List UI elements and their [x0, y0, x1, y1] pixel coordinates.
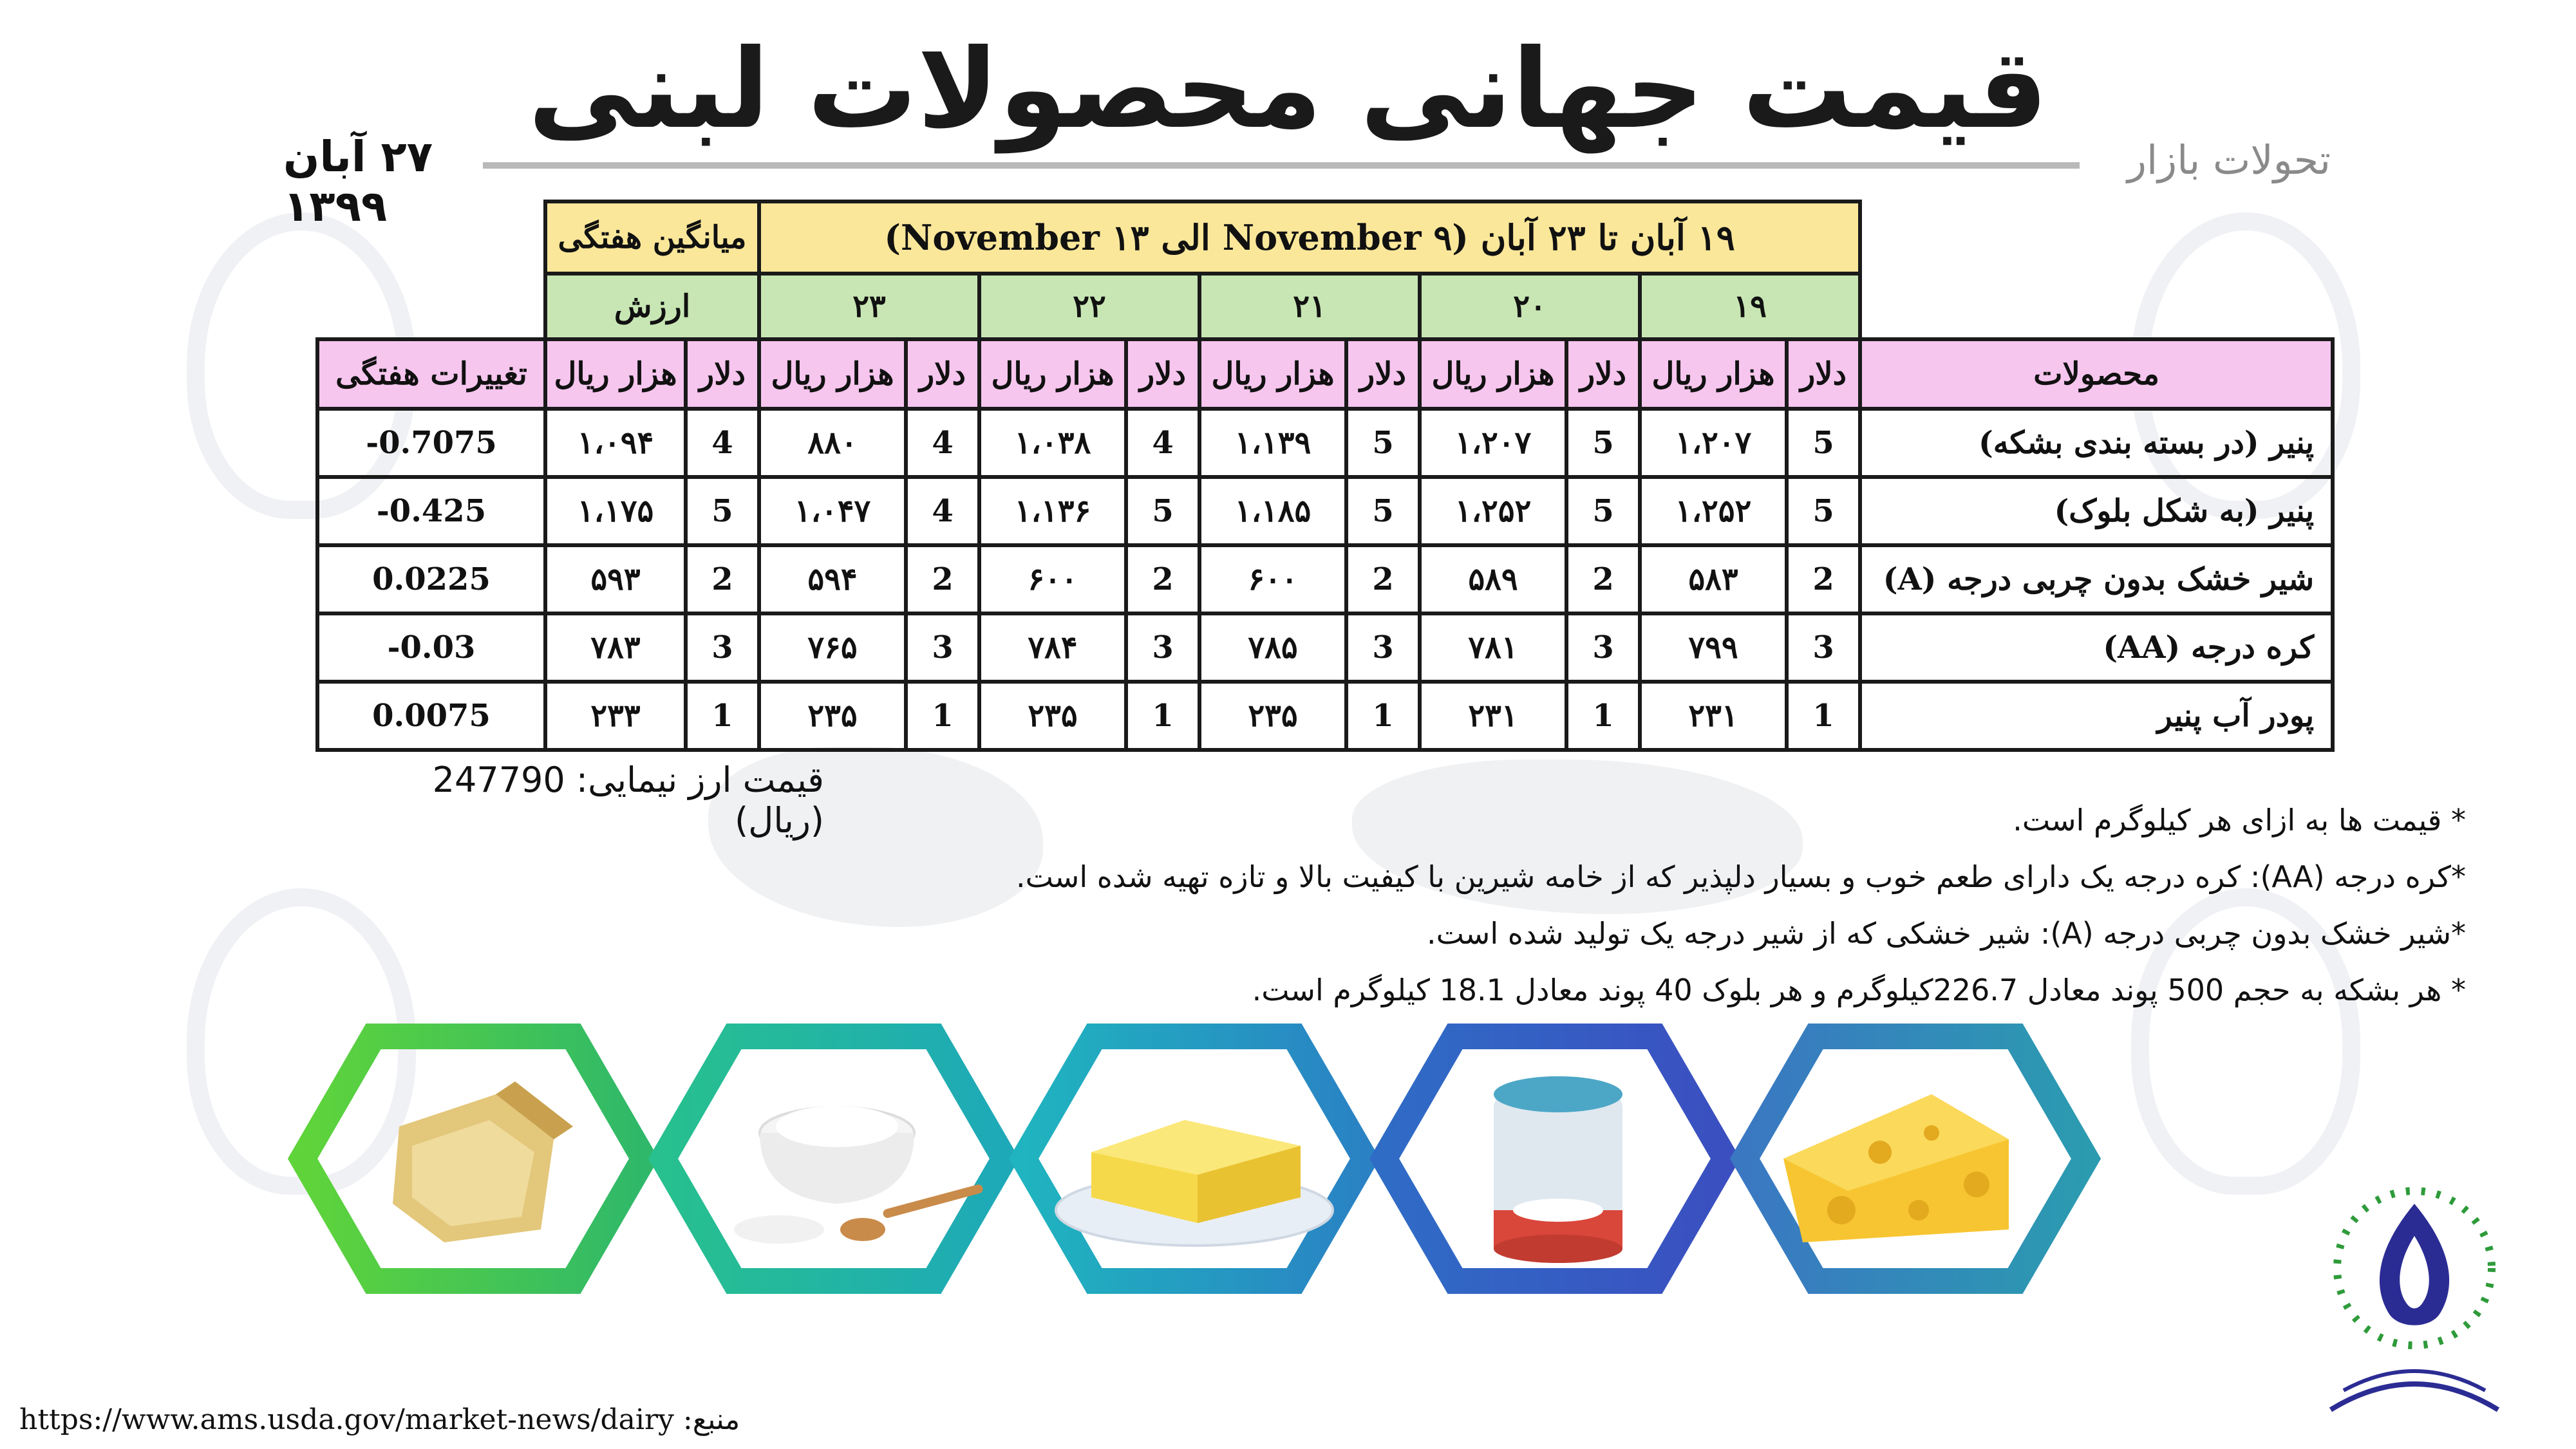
milk-powder-image — [734, 1106, 984, 1244]
dollar-cell: 3 — [1566, 613, 1640, 682]
rial-cell: ۷۸۳ — [545, 613, 686, 682]
rial-cell: ۵۹۴ — [759, 545, 906, 613]
dollar-cell: 1 — [1566, 682, 1640, 750]
dollar-header: دلار — [686, 339, 759, 409]
cheese-image — [1783, 1094, 2009, 1242]
rial-cell: ۸۸۰ — [759, 409, 906, 477]
footnote: *شیر خشک بدون چربی درجه (A): شیر خشکی که از شیر درجه یک تولید شده است. — [1427, 916, 2466, 951]
dollar-cell: 3 — [906, 613, 979, 682]
rial-header: هزار ریال — [1420, 339, 1566, 409]
page-title: قیمت جهانی محصولات لبنی — [528, 26, 2048, 153]
products-header: محصولات — [1860, 339, 2333, 409]
rial-header: هزار ریال — [759, 339, 906, 409]
dollar-cell: 1 — [1346, 682, 1420, 750]
dollar-cell: 5 — [1787, 477, 1860, 545]
dollar-cell: 2 — [686, 545, 759, 613]
rial-cell: ۷۶۵ — [759, 613, 906, 682]
dollar-cell: 2 — [906, 545, 979, 613]
subtitle: تحولات بازار — [2127, 136, 2331, 183]
dollar-cell: 4 — [686, 409, 759, 477]
rial-cell: ۵۹۳ — [545, 545, 686, 613]
product-name-cell: کره درجه (AA) — [1860, 613, 2333, 682]
table-row — [317, 545, 2333, 613]
dollar-header: دلار — [1346, 339, 1420, 409]
rial-cell: ۷۹۹ — [1640, 613, 1787, 682]
day-header-20: ۲۰ — [1420, 274, 1640, 339]
parmesan-image — [393, 1081, 573, 1242]
weekly-change-header: تغییرات هفتگی — [317, 339, 545, 409]
rial-cell: ۱،۱۳۶ — [979, 477, 1126, 545]
dollar-cell: 5 — [1126, 477, 1199, 545]
day-header-19: ۱۹ — [1640, 274, 1860, 339]
rial-cell: ۲۳۳ — [545, 682, 686, 750]
rial-cell: ۱،۲۰۷ — [1420, 409, 1566, 477]
rial-cell: ۱،۱۷۵ — [545, 477, 686, 545]
dollar-cell: 4 — [906, 477, 979, 545]
header-divider-left — [483, 162, 1861, 169]
dollar-cell: 3 — [686, 613, 759, 682]
rial-cell: ۱،۲۵۲ — [1640, 477, 1787, 545]
dollar-cell: 2 — [1126, 545, 1199, 613]
weekly-change-cell: -0.7075 — [317, 409, 545, 477]
dollar-cell: 2 — [1787, 545, 1860, 613]
dollar-header: دلار — [1787, 339, 1860, 409]
price-table — [315, 200, 2335, 752]
dollar-cell: 5 — [1566, 477, 1640, 545]
footnote: *کره درجه (AA): کره درجه یک دارای طعم خوب و بسیار دلپذیر که از خامه شیرین با کیفیت بالا و تازه تهیه شده است. — [1015, 859, 2466, 894]
rial-cell: ۶۰۰ — [1199, 545, 1346, 613]
value-header: ارزش — [545, 274, 759, 339]
rial-header: هزار ریال — [1199, 339, 1346, 409]
date-label: ۲۷ آبان ۱۳۹۹ — [283, 132, 433, 231]
rial-cell: ۱،۱۳۹ — [1199, 409, 1346, 477]
rial-cell: ۷۸۱ — [1420, 613, 1566, 682]
rial-cell: ۵۸۳ — [1640, 545, 1787, 613]
weekly-average-header: میانگین هفتگی — [545, 201, 759, 274]
weekly-change-cell: -0.425 — [317, 477, 545, 545]
table-row — [317, 613, 2333, 682]
rial-cell: ۱،۰۴۷ — [759, 477, 906, 545]
dollar-cell: 2 — [1566, 545, 1640, 613]
rial-cell: ۱،۲۵۲ — [1420, 477, 1566, 545]
rial-cell: ۱،۱۸۵ — [1199, 477, 1346, 545]
dollar-cell: 1 — [1126, 682, 1199, 750]
rial-cell: ۲۳۱ — [1640, 682, 1787, 750]
dollar-cell: 4 — [1126, 409, 1199, 477]
footnote: * قیمت ها به ازای هر کیلوگرم است. — [2013, 803, 2466, 837]
footnotes — [966, 792, 2466, 1018]
product-name-cell: پنیر (به شکل بلوک) — [1860, 477, 2333, 545]
rial-cell: ۲۳۵ — [1199, 682, 1346, 750]
dollar-cell: 5 — [1346, 477, 1420, 545]
header-divider-right — [1861, 162, 2080, 169]
dollar-cell: 1 — [686, 682, 759, 750]
dollar-cell: 5 — [1787, 409, 1860, 477]
dollar-cell: 3 — [1787, 613, 1860, 682]
dollar-cell: 2 — [1346, 545, 1420, 613]
dollar-header: دلار — [906, 339, 979, 409]
exchange-rate-note: قیمت ارز نیمایی: 247790 (ریال) — [432, 760, 824, 841]
table-row — [317, 682, 2333, 750]
product-name-cell: پنیر (در بسته بندی بشکه) — [1860, 409, 2333, 477]
rial-cell: ۱،۰۳۸ — [979, 409, 1126, 477]
dollar-cell: 1 — [906, 682, 979, 750]
rial-cell: ۲۳۵ — [979, 682, 1126, 750]
day-header-21: ۲۱ — [1199, 274, 1420, 339]
rial-cell: ۱،۰۹۴ — [545, 409, 686, 477]
product-hexagon-band — [283, 1017, 2163, 1300]
source-link[interactable]: https://www.ams.usda.gov/market-news/dairy :منبع — [19, 1403, 740, 1436]
dollar-header: دلار — [1566, 339, 1640, 409]
butter-image — [1056, 1120, 1333, 1246]
dollar-cell: 3 — [1126, 613, 1199, 682]
product-name-cell: شیر خشک بدون چربی درجه (A) — [1860, 545, 2333, 613]
dollar-cell: 1 — [1787, 682, 1860, 750]
day-header-23: ۲۳ — [759, 274, 979, 339]
dollar-cell: 4 — [906, 409, 979, 477]
dollar-cell: 5 — [686, 477, 759, 545]
weekly-change-cell: 0.0225 — [317, 545, 545, 613]
footnote: * هر بشکه به حجم 500 پوند معادل 226.7کیلوگرم و هر بلوک 40 پوند معادل 18.1 کیلوگرم است. — [1252, 973, 2466, 1007]
period-header: ۱۹ آبان تا ۲۳ آبان (۹ November الی ۱۳ November) — [759, 201, 1860, 274]
rial-cell: ۷۸۴ — [979, 613, 1126, 682]
dollar-cell: 5 — [1566, 409, 1640, 477]
dollar-header: دلار — [1126, 339, 1199, 409]
rial-header: هزار ریال — [545, 339, 686, 409]
dollar-cell: 3 — [1346, 613, 1420, 682]
rial-cell: ۲۳۵ — [759, 682, 906, 750]
rial-cell: ۷۸۵ — [1199, 613, 1346, 682]
rial-header: هزار ریال — [979, 339, 1126, 409]
product-name-cell: پودر آب پنیر — [1860, 682, 2333, 750]
day-header-22: ۲۲ — [979, 274, 1199, 339]
table-row — [317, 477, 2333, 545]
rial-cell: ۱،۲۰۷ — [1640, 409, 1787, 477]
dollar-cell: 5 — [1346, 409, 1420, 477]
weekly-change-cell: 0.0075 — [317, 682, 545, 750]
rial-cell: ۲۳۱ — [1420, 682, 1566, 750]
association-logo — [2292, 1165, 2537, 1435]
rial-cell: ۶۰۰ — [979, 545, 1126, 613]
rial-header: هزار ریال — [1640, 339, 1787, 409]
milk-can-image — [1494, 1076, 1622, 1263]
rial-cell: ۵۸۹ — [1420, 545, 1566, 613]
table-row — [317, 409, 2333, 477]
weekly-change-cell: -0.03 — [317, 613, 545, 682]
